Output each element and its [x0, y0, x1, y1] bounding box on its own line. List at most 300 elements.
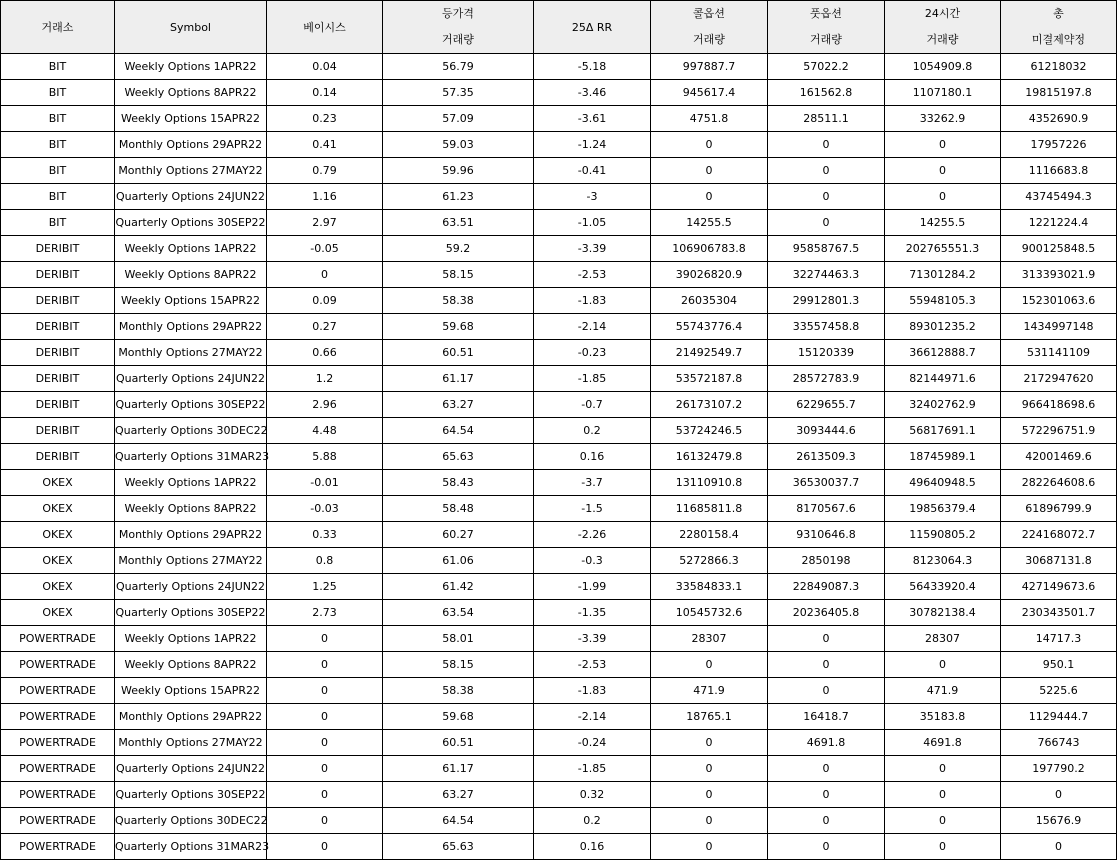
- cell-atm-volume: 64.54: [383, 418, 534, 444]
- cell-symbol: Weekly Options 8APR22: [115, 80, 267, 106]
- cell-rr-25delta: -1.24: [534, 132, 651, 158]
- cell-basis: 2.96: [267, 392, 383, 418]
- cell-open-interest: 1129444.7: [1001, 704, 1117, 730]
- cell-exchange: OKEX: [1, 548, 115, 574]
- cell-basis: 0: [267, 678, 383, 704]
- cell-call-volume: 0: [651, 756, 768, 782]
- cell-exchange: OKEX: [1, 574, 115, 600]
- cell-volume-24h: 36612888.7: [885, 340, 1001, 366]
- cell-exchange: DERIBIT: [1, 340, 115, 366]
- cell-volume-24h: 35183.8: [885, 704, 1001, 730]
- cell-exchange: BIT: [1, 210, 115, 236]
- header-basis: [267, 1, 383, 54]
- cell-volume-24h: 14255.5: [885, 210, 1001, 236]
- header-exchange-line: 거래소: [41, 21, 74, 34]
- cell-volume-24h: 0: [885, 132, 1001, 158]
- cell-call-volume: 106906783.8: [651, 236, 768, 262]
- cell-rr-25delta: -0.7: [534, 392, 651, 418]
- cell-symbol: Weekly Options 15APR22: [115, 106, 267, 132]
- cell-volume-24h: 0: [885, 756, 1001, 782]
- cell-atm-volume: 61.23: [383, 184, 534, 210]
- cell-open-interest: 197790.2: [1001, 756, 1117, 782]
- header-atm-volume: [383, 1, 534, 54]
- header-symbol-line: Symbol: [170, 20, 211, 34]
- cell-call-volume: 28307: [651, 626, 768, 652]
- cell-exchange: OKEX: [1, 496, 115, 522]
- header-open-interest-line: 미결제약정: [1031, 33, 1086, 46]
- cell-exchange: POWERTRADE: [1, 626, 115, 652]
- cell-rr-25delta: -1.83: [534, 288, 651, 314]
- cell-volume-24h: 89301235.2: [885, 314, 1001, 340]
- cell-symbol: Weekly Options 8APR22: [115, 652, 267, 678]
- header-call-volume: [651, 1, 768, 54]
- cell-symbol: Monthly Options 29APR22: [115, 314, 267, 340]
- table-row: [1, 106, 1117, 132]
- cell-rr-25delta: -3.46: [534, 80, 651, 106]
- cell-rr-25delta: 0.16: [534, 834, 651, 860]
- cell-volume-24h: 0: [885, 158, 1001, 184]
- cell-rr-25delta: -1.83: [534, 678, 651, 704]
- table-row: [1, 678, 1117, 704]
- cell-call-volume: 53572187.8: [651, 366, 768, 392]
- cell-symbol: Quarterly Options 30SEP22: [115, 600, 267, 626]
- cell-call-volume: 0: [651, 158, 768, 184]
- cell-rr-25delta: 0.2: [534, 808, 651, 834]
- cell-call-volume: 21492549.7: [651, 340, 768, 366]
- table-row: [1, 288, 1117, 314]
- cell-call-volume: 471.9: [651, 678, 768, 704]
- cell-put-volume: 0: [768, 184, 885, 210]
- cell-volume-24h: 0: [885, 808, 1001, 834]
- cell-volume-24h: 4691.8: [885, 730, 1001, 756]
- header-row: [1, 1, 1117, 54]
- header-open-interest-line: 총: [1053, 7, 1064, 20]
- cell-volume-24h: 32402762.9: [885, 392, 1001, 418]
- cell-rr-25delta: -3.39: [534, 626, 651, 652]
- table-row: [1, 366, 1117, 392]
- cell-open-interest: 61896799.9: [1001, 496, 1117, 522]
- cell-call-volume: 14255.5: [651, 210, 768, 236]
- cell-open-interest: 4352690.9: [1001, 106, 1117, 132]
- cell-symbol: Quarterly Options 31MAR23: [115, 834, 267, 860]
- cell-call-volume: 4751.8: [651, 106, 768, 132]
- cell-atm-volume: 65.63: [383, 834, 534, 860]
- cell-exchange: OKEX: [1, 522, 115, 548]
- cell-rr-25delta: -1.85: [534, 756, 651, 782]
- table-row: [1, 236, 1117, 262]
- cell-atm-volume: 63.27: [383, 392, 534, 418]
- cell-symbol: Quarterly Options 30SEP22: [115, 392, 267, 418]
- cell-open-interest: 5225.6: [1001, 678, 1117, 704]
- cell-basis: 4.48: [267, 418, 383, 444]
- table-row: [1, 392, 1117, 418]
- header-put-volume-line: 풋옵션: [810, 7, 842, 20]
- cell-put-volume: 8170567.6: [768, 496, 885, 522]
- cell-exchange: POWERTRADE: [1, 678, 115, 704]
- table-row: [1, 522, 1117, 548]
- cell-atm-volume: 60.27: [383, 522, 534, 548]
- cell-atm-volume: 63.51: [383, 210, 534, 236]
- cell-exchange: POWERTRADE: [1, 704, 115, 730]
- cell-put-volume: 0: [768, 808, 885, 834]
- cell-open-interest: 15676.9: [1001, 808, 1117, 834]
- cell-put-volume: 0: [768, 652, 885, 678]
- cell-exchange: DERIBIT: [1, 262, 115, 288]
- cell-rr-25delta: -2.26: [534, 522, 651, 548]
- cell-rr-25delta: 0.16: [534, 444, 651, 470]
- cell-atm-volume: 59.2: [383, 236, 534, 262]
- header-rr-25delta-line: 25Δ RR: [571, 20, 613, 34]
- cell-basis: 5.88: [267, 444, 383, 470]
- table-row: [1, 600, 1117, 626]
- cell-symbol: Monthly Options 27MAY22: [115, 340, 267, 366]
- cell-rr-25delta: -0.3: [534, 548, 651, 574]
- cell-atm-volume: 59.03: [383, 132, 534, 158]
- table-row: [1, 80, 1117, 106]
- cell-basis: 2.73: [267, 600, 383, 626]
- table-row: [1, 548, 1117, 574]
- cell-call-volume: 0: [651, 132, 768, 158]
- cell-put-volume: 0: [768, 678, 885, 704]
- cell-open-interest: 950.1: [1001, 652, 1117, 678]
- cell-basis: 1.16: [267, 184, 383, 210]
- cell-open-interest: 30687131.8: [1001, 548, 1117, 574]
- cell-volume-24h: 0: [885, 652, 1001, 678]
- cell-exchange: DERIBIT: [1, 314, 115, 340]
- cell-call-volume: 39026820.9: [651, 262, 768, 288]
- cell-open-interest: 966418698.6: [1001, 392, 1117, 418]
- cell-call-volume: 16132479.8: [651, 444, 768, 470]
- cell-rr-25delta: -3.39: [534, 236, 651, 262]
- header-call-volume-line: 콜옵션: [693, 7, 725, 20]
- table-row: [1, 54, 1117, 80]
- table-row: [1, 652, 1117, 678]
- table-row: [1, 158, 1117, 184]
- cell-exchange: DERIBIT: [1, 418, 115, 444]
- cell-basis: 0: [267, 652, 383, 678]
- cell-put-volume: 28511.1: [768, 106, 885, 132]
- cell-call-volume: 26173107.2: [651, 392, 768, 418]
- cell-open-interest: 1434997148: [1001, 314, 1117, 340]
- cell-open-interest: 282264608.6: [1001, 470, 1117, 496]
- cell-open-interest: 531141109: [1001, 340, 1117, 366]
- cell-put-volume: 9310646.8: [768, 522, 885, 548]
- cell-rr-25delta: -0.41: [534, 158, 651, 184]
- cell-basis: -0.01: [267, 470, 383, 496]
- cell-exchange: BIT: [1, 132, 115, 158]
- cell-call-volume: 10545732.6: [651, 600, 768, 626]
- cell-atm-volume: 58.38: [383, 678, 534, 704]
- table-row: [1, 444, 1117, 470]
- cell-rr-25delta: 0.32: [534, 782, 651, 808]
- cell-exchange: POWERTRADE: [1, 808, 115, 834]
- cell-atm-volume: 58.15: [383, 652, 534, 678]
- cell-volume-24h: 1107180.1: [885, 80, 1001, 106]
- table-row: [1, 340, 1117, 366]
- cell-basis: 0: [267, 704, 383, 730]
- cell-open-interest: 313393021.9: [1001, 262, 1117, 288]
- cell-exchange: DERIBIT: [1, 392, 115, 418]
- cell-call-volume: 0: [651, 834, 768, 860]
- cell-basis: -0.05: [267, 236, 383, 262]
- cell-rr-25delta: -3.7: [534, 470, 651, 496]
- table-row: [1, 314, 1117, 340]
- cell-symbol: Weekly Options 1APR22: [115, 236, 267, 262]
- header-volume-24h: [885, 1, 1001, 54]
- cell-basis: 0.04: [267, 54, 383, 80]
- cell-atm-volume: 60.51: [383, 730, 534, 756]
- table-row: [1, 704, 1117, 730]
- cell-volume-24h: 471.9: [885, 678, 1001, 704]
- cell-exchange: BIT: [1, 80, 115, 106]
- cell-call-volume: 18765.1: [651, 704, 768, 730]
- cell-volume-24h: 56817691.1: [885, 418, 1001, 444]
- cell-call-volume: 11685811.8: [651, 496, 768, 522]
- cell-atm-volume: 63.54: [383, 600, 534, 626]
- cell-put-volume: 22849087.3: [768, 574, 885, 600]
- cell-open-interest: 2172947620: [1001, 366, 1117, 392]
- table-body: [1, 54, 1117, 860]
- cell-symbol: Monthly Options 29APR22: [115, 522, 267, 548]
- cell-exchange: BIT: [1, 158, 115, 184]
- cell-rr-25delta: -3.61: [534, 106, 651, 132]
- header-symbol: [115, 1, 267, 54]
- cell-exchange: BIT: [1, 54, 115, 80]
- cell-call-volume: 0: [651, 184, 768, 210]
- cell-atm-volume: 61.17: [383, 756, 534, 782]
- cell-symbol: Quarterly Options 24JUN22: [115, 184, 267, 210]
- cell-call-volume: 13110910.8: [651, 470, 768, 496]
- cell-exchange: DERIBIT: [1, 236, 115, 262]
- cell-put-volume: 0: [768, 782, 885, 808]
- table-row: [1, 184, 1117, 210]
- cell-basis: 2.97: [267, 210, 383, 236]
- cell-call-volume: 0: [651, 730, 768, 756]
- cell-put-volume: 2613509.3: [768, 444, 885, 470]
- cell-call-volume: 0: [651, 808, 768, 834]
- cell-call-volume: 997887.7: [651, 54, 768, 80]
- cell-symbol: Quarterly Options 30SEP22: [115, 782, 267, 808]
- cell-symbol: Weekly Options 15APR22: [115, 678, 267, 704]
- table-row: [1, 496, 1117, 522]
- cell-atm-volume: 61.42: [383, 574, 534, 600]
- cell-put-volume: 36530037.7: [768, 470, 885, 496]
- cell-rr-25delta: -2.14: [534, 704, 651, 730]
- cell-atm-volume: 58.15: [383, 262, 534, 288]
- header-rr-25delta: [534, 1, 651, 54]
- header-atm-volume-line: 등가격: [442, 7, 474, 20]
- header-call-volume-line: 거래량: [693, 33, 725, 46]
- cell-symbol: Quarterly Options 24JUN22: [115, 366, 267, 392]
- cell-exchange: OKEX: [1, 600, 115, 626]
- cell-rr-25delta: -1.35: [534, 600, 651, 626]
- cell-rr-25delta: -2.53: [534, 652, 651, 678]
- cell-symbol: Weekly Options 8APR22: [115, 262, 267, 288]
- cell-basis: 0: [267, 262, 383, 288]
- cell-basis: 1.2: [267, 366, 383, 392]
- cell-open-interest: 1116683.8: [1001, 158, 1117, 184]
- cell-basis: 0.33: [267, 522, 383, 548]
- cell-basis: 0: [267, 834, 383, 860]
- cell-rr-25delta: -3: [534, 184, 651, 210]
- cell-open-interest: 427149673.6: [1001, 574, 1117, 600]
- header-put-volume-line: 거래량: [810, 33, 842, 46]
- cell-open-interest: 230343501.7: [1001, 600, 1117, 626]
- cell-volume-24h: 18745989.1: [885, 444, 1001, 470]
- cell-symbol: Monthly Options 27MAY22: [115, 730, 267, 756]
- cell-volume-24h: 82144971.6: [885, 366, 1001, 392]
- cell-put-volume: 0: [768, 158, 885, 184]
- cell-exchange: POWERTRADE: [1, 730, 115, 756]
- cell-rr-25delta: -0.24: [534, 730, 651, 756]
- cell-atm-volume: 64.54: [383, 808, 534, 834]
- cell-call-volume: 0: [651, 652, 768, 678]
- cell-atm-volume: 58.01: [383, 626, 534, 652]
- cell-put-volume: 4691.8: [768, 730, 885, 756]
- cell-volume-24h: 28307: [885, 626, 1001, 652]
- header-basis-line: 베이시스: [303, 21, 346, 34]
- cell-volume-24h: 55948105.3: [885, 288, 1001, 314]
- cell-call-volume: 55743776.4: [651, 314, 768, 340]
- cell-symbol: Monthly Options 29APR22: [115, 132, 267, 158]
- table-row: [1, 132, 1117, 158]
- header-put-volume: [768, 1, 885, 54]
- cell-basis: 0.14: [267, 80, 383, 106]
- header-atm-volume-line: 거래량: [442, 33, 474, 46]
- cell-symbol: Weekly Options 1APR22: [115, 470, 267, 496]
- cell-atm-volume: 56.79: [383, 54, 534, 80]
- cell-open-interest: 152301063.6: [1001, 288, 1117, 314]
- cell-open-interest: 0: [1001, 834, 1117, 860]
- cell-put-volume: 15120339: [768, 340, 885, 366]
- cell-atm-volume: 58.43: [383, 470, 534, 496]
- cell-open-interest: 224168072.7: [1001, 522, 1117, 548]
- cell-exchange: DERIBIT: [1, 444, 115, 470]
- cell-symbol: Quarterly Options 30SEP22: [115, 210, 267, 236]
- table-row: [1, 756, 1117, 782]
- cell-volume-24h: 56433920.4: [885, 574, 1001, 600]
- cell-symbol: Weekly Options 15APR22: [115, 288, 267, 314]
- cell-exchange: POWERTRADE: [1, 756, 115, 782]
- cell-basis: 0.79: [267, 158, 383, 184]
- cell-basis: 0.09: [267, 288, 383, 314]
- cell-volume-24h: 0: [885, 184, 1001, 210]
- cell-open-interest: 14717.3: [1001, 626, 1117, 652]
- cell-call-volume: 5272866.3: [651, 548, 768, 574]
- cell-volume-24h: 49640948.5: [885, 470, 1001, 496]
- cell-basis: 0.8: [267, 548, 383, 574]
- cell-put-volume: 16418.7: [768, 704, 885, 730]
- cell-call-volume: 26035304: [651, 288, 768, 314]
- cell-rr-25delta: -1.5: [534, 496, 651, 522]
- cell-volume-24h: 71301284.2: [885, 262, 1001, 288]
- cell-exchange: POWERTRADE: [1, 652, 115, 678]
- cell-put-volume: 20236405.8: [768, 600, 885, 626]
- cell-basis: 1.25: [267, 574, 383, 600]
- header-open-interest: [1001, 1, 1117, 54]
- cell-exchange: POWERTRADE: [1, 834, 115, 860]
- cell-symbol: Weekly Options 8APR22: [115, 496, 267, 522]
- table-row: [1, 574, 1117, 600]
- cell-atm-volume: 59.96: [383, 158, 534, 184]
- cell-open-interest: 42001469.6: [1001, 444, 1117, 470]
- cell-atm-volume: 59.68: [383, 704, 534, 730]
- cell-open-interest: 19815197.8: [1001, 80, 1117, 106]
- table-row: [1, 262, 1117, 288]
- cell-put-volume: 0: [768, 834, 885, 860]
- cell-volume-24h: 0: [885, 782, 1001, 808]
- cell-volume-24h: 202765551.3: [885, 236, 1001, 262]
- cell-put-volume: 0: [768, 626, 885, 652]
- cell-atm-volume: 61.06: [383, 548, 534, 574]
- cell-open-interest: 1221224.4: [1001, 210, 1117, 236]
- cell-put-volume: 33557458.8: [768, 314, 885, 340]
- cell-basis: 0.27: [267, 314, 383, 340]
- table-row: [1, 210, 1117, 236]
- cell-rr-25delta: -1.99: [534, 574, 651, 600]
- cell-symbol: Quarterly Options 30DEC22: [115, 418, 267, 444]
- cell-put-volume: 3093444.6: [768, 418, 885, 444]
- cell-basis: 0.23: [267, 106, 383, 132]
- cell-atm-volume: 65.63: [383, 444, 534, 470]
- cell-basis: 0: [267, 756, 383, 782]
- cell-put-volume: 0: [768, 132, 885, 158]
- cell-volume-24h: 8123064.3: [885, 548, 1001, 574]
- cell-call-volume: 945617.4: [651, 80, 768, 106]
- table-header: [1, 1, 1117, 54]
- cell-volume-24h: 0: [885, 834, 1001, 860]
- table-row: [1, 808, 1117, 834]
- cell-put-volume: 0: [768, 756, 885, 782]
- cell-atm-volume: 57.35: [383, 80, 534, 106]
- cell-put-volume: 6229655.7: [768, 392, 885, 418]
- cell-atm-volume: 58.48: [383, 496, 534, 522]
- cell-exchange: DERIBIT: [1, 288, 115, 314]
- cell-atm-volume: 60.51: [383, 340, 534, 366]
- cell-put-volume: 29912801.3: [768, 288, 885, 314]
- header-exchange: [1, 1, 115, 54]
- cell-basis: 0: [267, 782, 383, 808]
- cell-symbol: Quarterly Options 31MAR23: [115, 444, 267, 470]
- cell-rr-25delta: -1.85: [534, 366, 651, 392]
- cell-basis: 0.66: [267, 340, 383, 366]
- cell-rr-25delta: -2.14: [534, 314, 651, 340]
- cell-symbol: Monthly Options 27MAY22: [115, 548, 267, 574]
- cell-atm-volume: 63.27: [383, 782, 534, 808]
- cell-rr-25delta: 0.2: [534, 418, 651, 444]
- cell-open-interest: 43745494.3: [1001, 184, 1117, 210]
- cell-volume-24h: 30782138.4: [885, 600, 1001, 626]
- cell-put-volume: 95858767.5: [768, 236, 885, 262]
- cell-put-volume: 57022.2: [768, 54, 885, 80]
- table-row: [1, 782, 1117, 808]
- cell-symbol: Quarterly Options 24JUN22: [115, 756, 267, 782]
- cell-basis: 0: [267, 730, 383, 756]
- cell-symbol: Quarterly Options 30DEC22: [115, 808, 267, 834]
- cell-exchange: POWERTRADE: [1, 782, 115, 808]
- cell-open-interest: 900125848.5: [1001, 236, 1117, 262]
- cell-open-interest: 0: [1001, 782, 1117, 808]
- cell-open-interest: 17957226: [1001, 132, 1117, 158]
- cell-call-volume: 33584833.1: [651, 574, 768, 600]
- cell-volume-24h: 19856379.4: [885, 496, 1001, 522]
- table-row: [1, 626, 1117, 652]
- cell-volume-24h: 1054909.8: [885, 54, 1001, 80]
- cell-rr-25delta: -2.53: [534, 262, 651, 288]
- cell-atm-volume: 57.09: [383, 106, 534, 132]
- table-row: [1, 470, 1117, 496]
- cell-put-volume: 161562.8: [768, 80, 885, 106]
